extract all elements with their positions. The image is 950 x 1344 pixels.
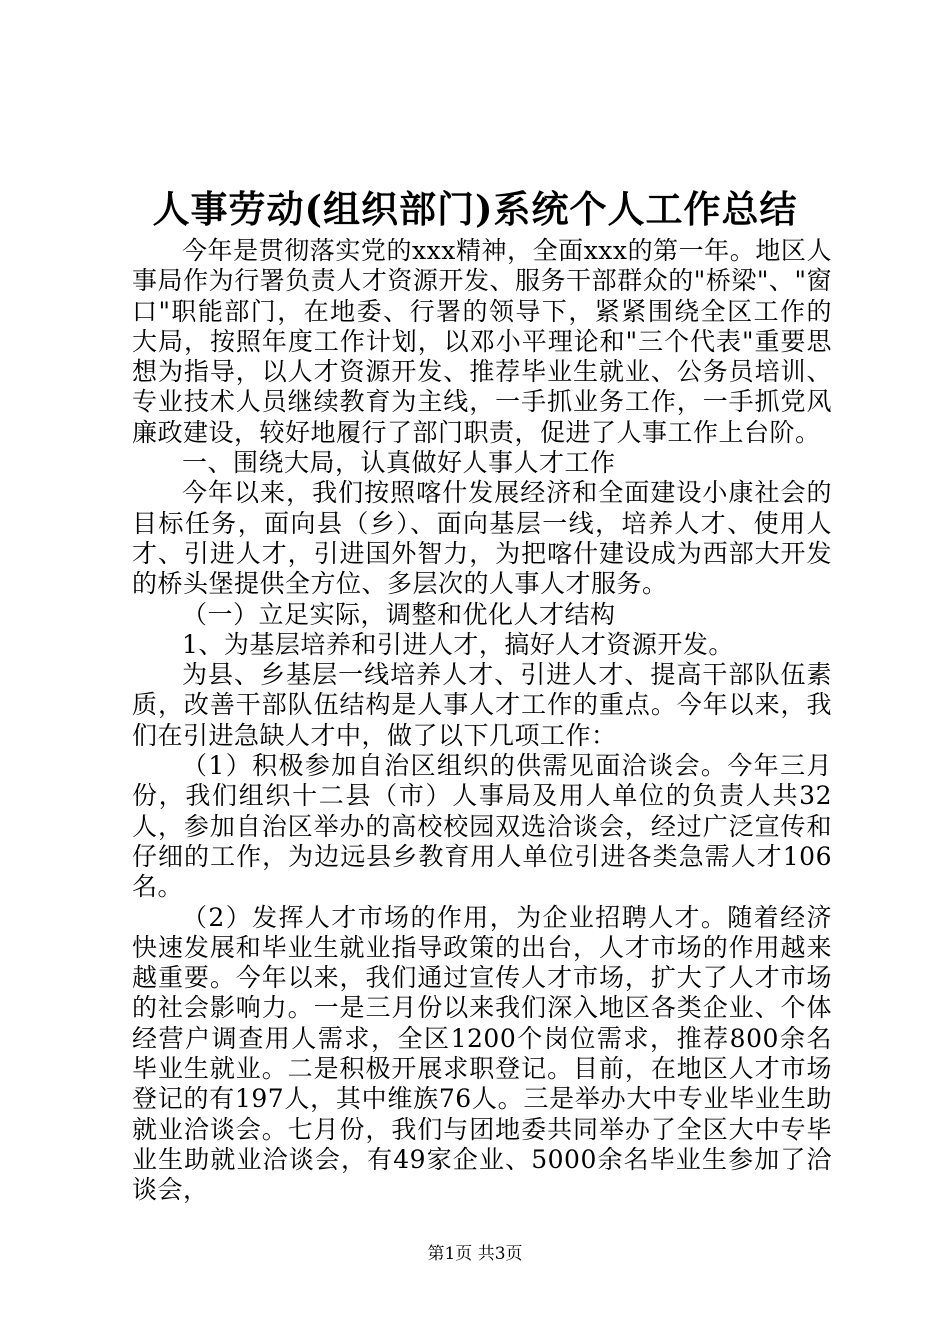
- document-title: 人事劳动(组织部门)系统个人工作总结: [152, 187, 798, 231]
- section-heading-1: 一、围绕大局，认真做好人事人才工作: [182, 448, 616, 478]
- page-footer: 第1页 共3页: [427, 1244, 523, 1264]
- subsection-heading-1: （一）立足实际，调整和优化人才结构: [182, 599, 616, 629]
- paragraph-section-1: 今年以来，我们按照喀什发展经济和全面建设小康社会的目标任务，面向县（乡）、面向基层一线，培养人才、使用人才、引进人才，引进国外智力，为把喀什建设成为西部大开发的桥头堡提供全方位、多层次的人事人才服务。: [132, 478, 832, 599]
- document-body: [132, 236, 832, 1206]
- paragraph-intro: 今年是贯彻落实党的xxx精神，全面xxx的第一年。地区人事局作为行署负责人才资源开发、服务干部群众的"桥梁"、"窗口"职能部门，在地委、行署的领导下，紧紧围绕全区工作的大局，按照年度工作计划，以邓小平理论和"三个代表"重要思想为指导，以人才资源开发、推荐毕业生就业、公务员培训、专业技术人员继续教育为主线，一手抓业务工作，一手抓党风廉政建设，较好地履行了部门职责，促进了人事工作上台阶。: [132, 236, 832, 447]
- paragraph-point-2: （2）发挥人才市场的作用，为企业招聘人才。随着经济快速发展和毕业生就业指导政策的出台，人才市场的作用越来越重要。今年以来，我们通过宣传人才市场，扩大了人才市场的社会影响力。一是三月份以来我们深入地区各类企业、个体经营户调查用人需求，全区1200个岗位需求，推荐800余名毕业生就业。二是积极开展求职登记。目前，在地区人才市场登记的有197人，其中维族76人。三是举办大中专业毕业生助就业洽谈会。七月份，我们与团地委共同举办了全区大中专毕业生助就业洽谈会，有49家企业、5000余名毕业生参加了洽谈会，: [132, 902, 832, 1205]
- paragraph-item-1: 为县、乡基层一线培养人才、引进人才、提高干部队伍素质，改善干部队伍结构是人事人才工作的重点。今年以来，我们在引进急缺人才中，做了以下几项工作：: [132, 660, 832, 750]
- paragraph-point-1: （1）积极参加自治区组织的供需见面洽谈会。今年三月份，我们组织十二县（市）人事局及用人单位的负责人共32人，参加自治区举办的高校校园双选洽谈会，经过广泛宣传和仔细的工作，为边远县乡教育用人单位引进各类急需人才106名。: [132, 751, 832, 902]
- item-heading-1: 1、为基层培养和引进人才，搞好人才资源开发。: [182, 629, 734, 659]
